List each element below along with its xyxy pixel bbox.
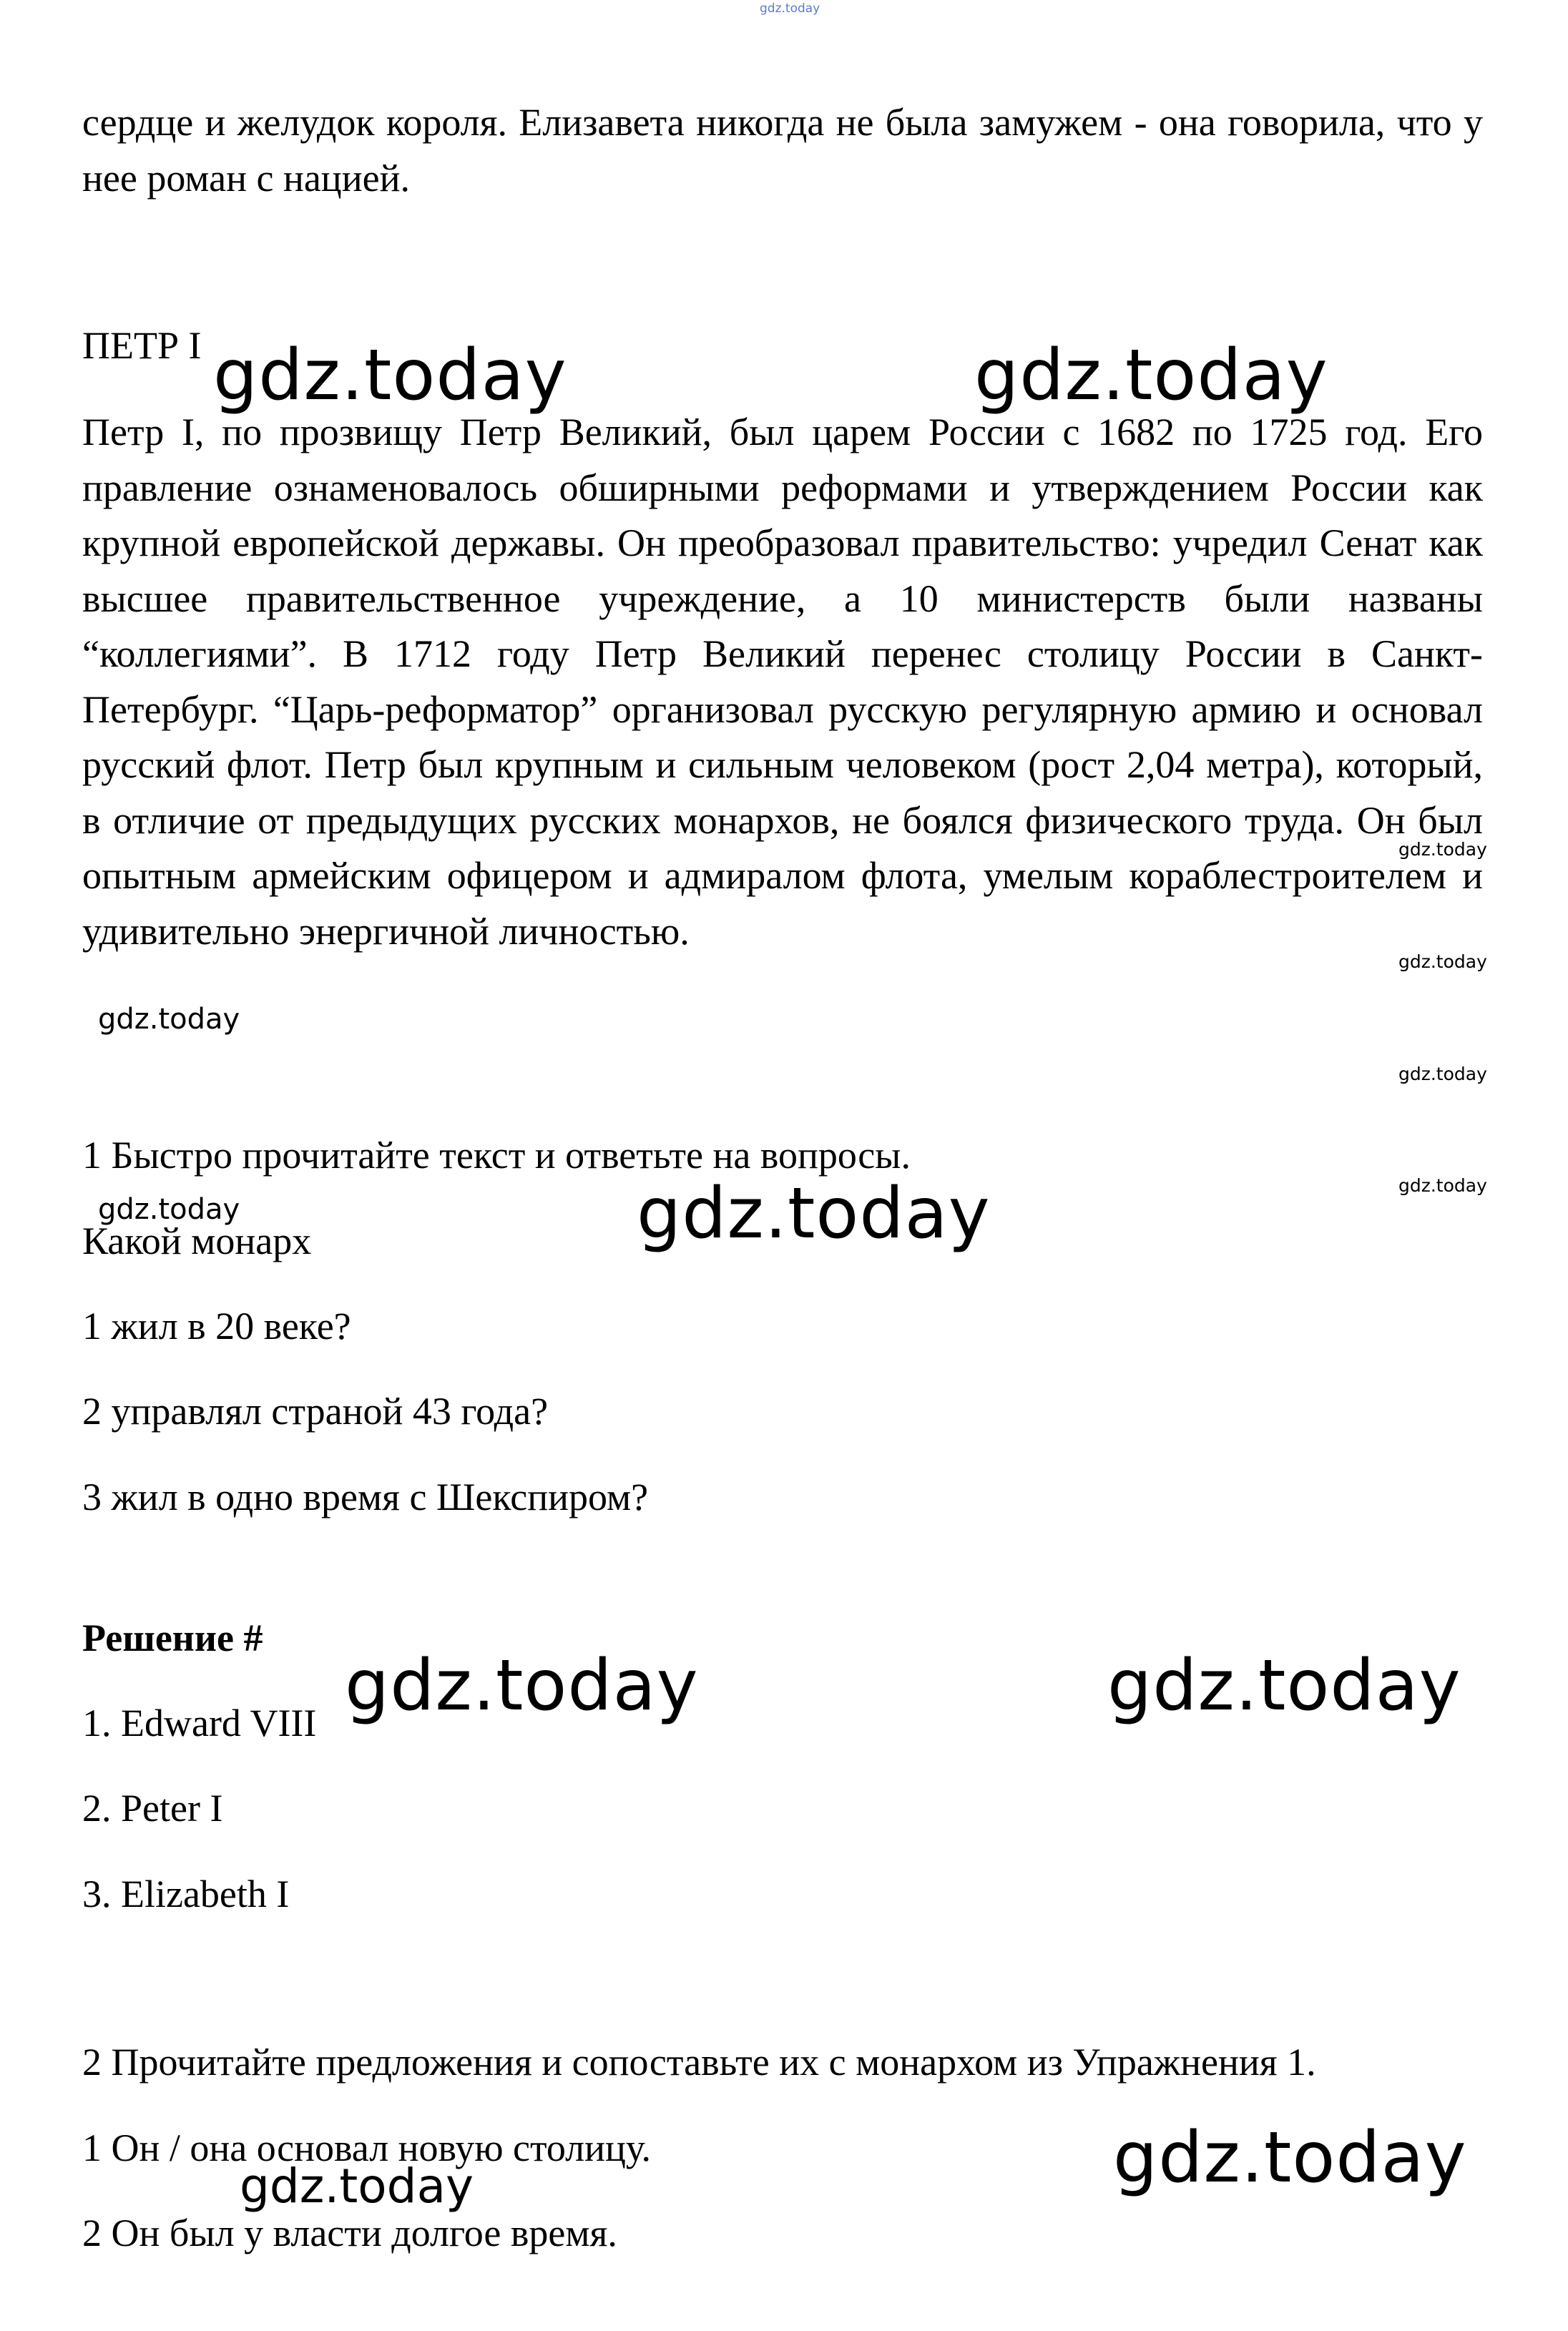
exercise1-question: 1 жил в 20 веке? (82, 1305, 351, 1348)
watermark-text: gdz.today (1398, 1064, 1487, 1084)
watermark-text: gdz.today (1107, 1645, 1461, 1727)
exercise2-sentence: 2 Он был у власти долгое время. (82, 2212, 617, 2254)
exercise2-sentence: 1 Он / она основал новую столицу. (82, 2126, 652, 2169)
solution-answer: 1. Edward VIII (82, 1702, 317, 1744)
watermark-text: gdz.today (637, 1173, 991, 1255)
watermark-text: gdz.today (98, 1193, 240, 1226)
exercise2-instruction: 2 Прочитайте предложения и сопоставьте их с монархом из Упражнения 1. (82, 2041, 1316, 2084)
exercise1-prompt: Какой монарх (82, 1220, 312, 1262)
peter-paragraph: Петр I, по прозвищу Петр Великий, был царем России с 1682 по 1725 год. Его правление ознаменовалось обширными реформами и утверждением России как крупной европейской державы. Он преобразовал правительство: учредил Сенат как высшее правительственное учреждение, а 10 министерств были названы “коллегиями”. В 1712 году Петр Великий перенес столицу России в Санкт-Петербург. “Царь-реформатор” организовал русскую регулярную армию и основал русский флот. Петр был крупным и сильным человеком (рост 2,04 метра), который, в отличие от предыдущих русских монархов, не боялся физического труда. Он был опытным армейским офицером и адмиралом флота, умелым кораблестроителем и удивительно энергичной личностью. (82, 411, 1483, 953)
watermark-text: gdz.today (213, 335, 567, 416)
exercise1-question: 2 управлял страной 43 года? (82, 1390, 549, 1433)
solution-answer: 3. Elizabeth I (82, 1873, 290, 1915)
watermark-text: gdz.today (1398, 1175, 1487, 1196)
solution-answer: 2. Peter I (82, 1787, 223, 1830)
watermark-text: gdz.today (1398, 951, 1487, 972)
header-watermark: gdz.today (760, 1, 820, 16)
exercise1-question: 3 жил в одно время с Шекспиром? (82, 1476, 649, 1518)
watermark-text: gdz.today (240, 2159, 474, 2214)
solution-heading: Решение # (82, 1616, 263, 1659)
watermark-text: gdz.today (345, 1645, 699, 1727)
intro-paragraph: сердце и желудок короля. Елизавета никогда не была замужем - она говорила, что у нее роман с нацией. (82, 101, 1483, 200)
watermark-text: gdz.today (1398, 839, 1487, 860)
exercise1-instruction: 1 Быстро прочитайте текст и ответьте на вопросы. (82, 1134, 911, 1177)
section-heading-peter: ПЕТР I (82, 324, 202, 367)
watermark-text: gdz.today (98, 1003, 240, 1036)
watermark-text: gdz.today (974, 335, 1328, 416)
watermark-text: gdz.today (1113, 2117, 1467, 2199)
